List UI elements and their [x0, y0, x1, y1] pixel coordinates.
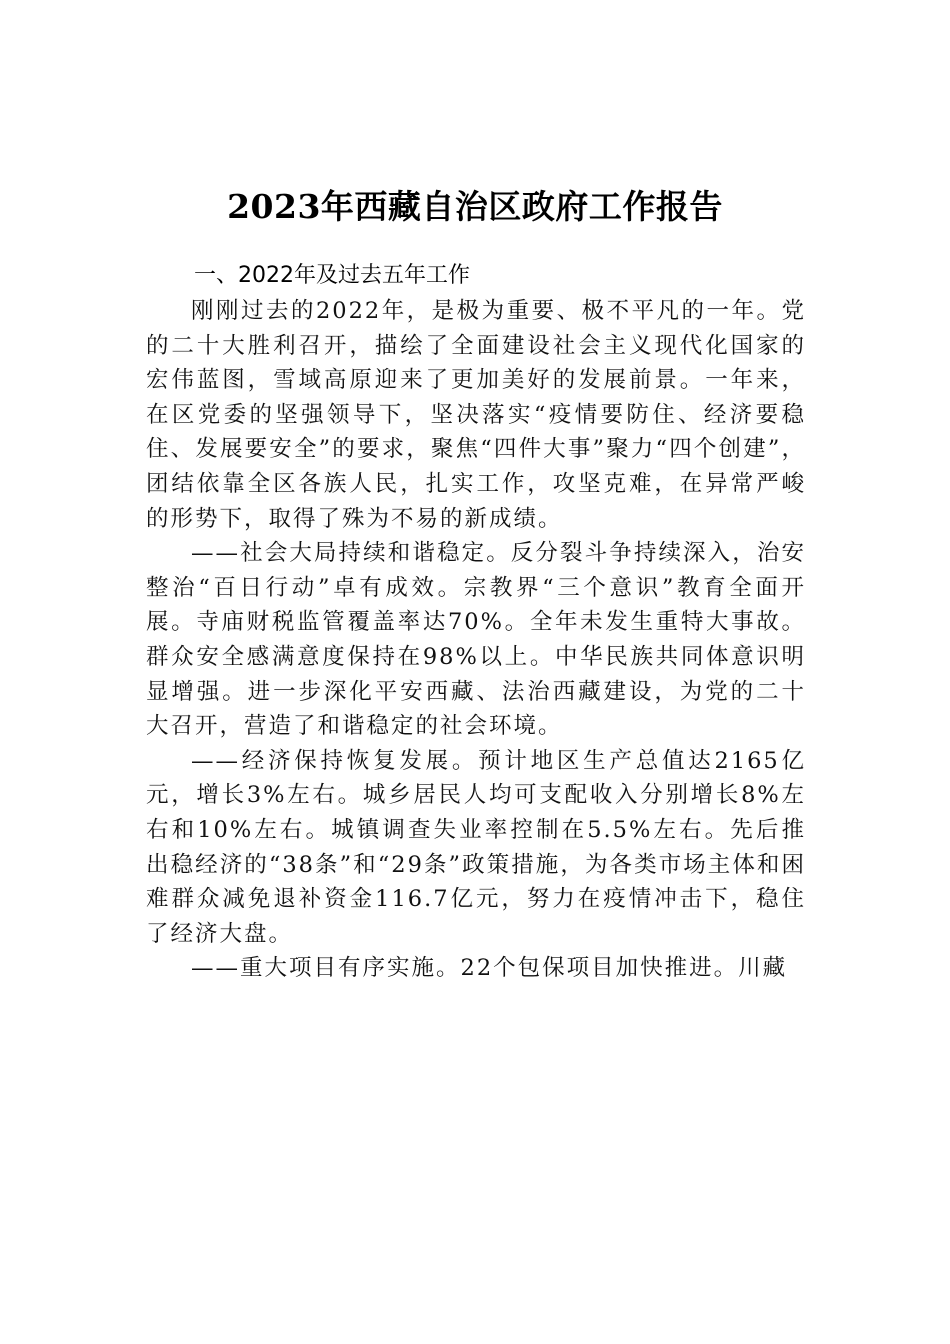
- paragraph-major-projects: ——重大项目有序实施。22个包保项目加快推进。川藏: [191, 955, 788, 982]
- paragraph-intro: 刚刚过去的2022年，是极为重要、极不平凡的一年。党的二十大胜利召开，描绘了全面建设社会主义现代化国家的宏伟蓝图，雪域高原迎来了更加美好的发展前景。一年来，在区党委的坚强领导下，坚决落实“疫情要防住、经济要稳住、发展要安全”的要求，聚焦“四件大事”聚力“四个创建”，团结依靠全区各族人民，扎实工作，攻坚克难，在异常严峻的形势下，取得了殊为不易的新成绩。: [146, 298, 806, 532]
- document-body: [146, 258, 806, 986]
- paragraph-economy: ——经济保持恢复发展。预计地区生产总值达2165亿元，增长3%左右。城乡居民人均可支配收入分别增长8%左右和10%左右。城镇调查失业率控制在5.5%左右。先后推出稳经济的“38条”和“29条”政策措施，为各类市场主体和困难群众减免退补资金116.7亿元，努力在疫情冲击下，稳住了经济大盘。: [146, 747, 806, 947]
- paragraph-social-stability: ——社会大局持续和谐稳定。反分裂斗争持续深入，治安整治“百日行动”卓有成效。宗教界“三个意识”教育全面开展。寺庙财税监管覆盖率达70%。全年未发生重特大事故。群众安全感满意度保持在98%以上。中华民族共同体意识明显增强。进一步深化平安西藏、法治西藏建设，为党的二十大召开，营造了和谐稳定的社会环境。: [146, 540, 806, 740]
- document-title: 2023年西藏自治区政府工作报告: [227, 187, 723, 227]
- section-heading: 一、2022年及过去五年工作: [194, 263, 470, 288]
